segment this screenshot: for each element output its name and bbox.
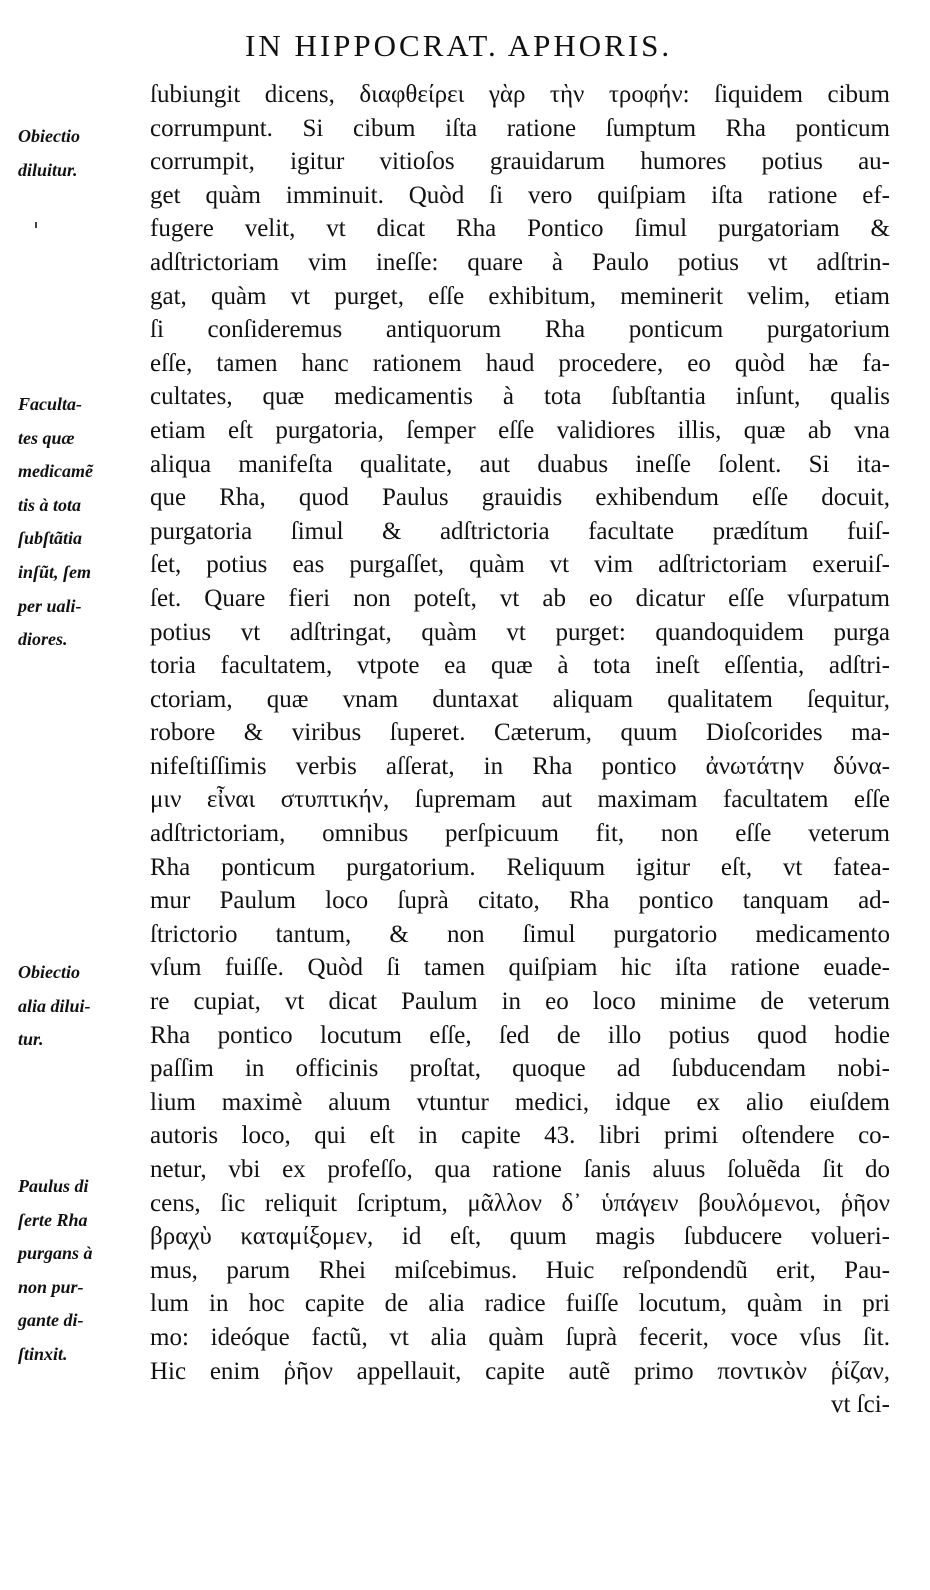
text-line: eſſe, tamen hanc rationem haud procedere, eo quòd hæ fa- [150,349,890,377]
text-line: adſtrictoriam vim ineſſe: quare à Paulo potius vt adſtrin- [150,248,890,276]
text-line: Rha pontico locutum eſſe, ſed de illo potius quod hodie [150,1021,890,1049]
text-line: βραχὺ καταμίξομεν, id eſt, quum magis ſubducere volueri- [150,1223,890,1251]
text-line: Rha ponticum purgatorium. Reliquum igitur eſt, vt fatea- [150,853,890,881]
text-line: gat, quàm vt purget, eſſe exhibitum, meminerit velim, etiam [150,282,890,310]
text-line: toria facultatem, vtpote ea quæ à tota ineſt eſſentia, adſtri- [150,652,890,680]
margin-note-line: alia dilui- [18,995,91,1016]
margin-note-facultates [18,388,138,657]
text-line: vſum fuiſſe. Quòd ſi tamen quiſpiam hic iſta ratione euade- [150,954,890,982]
text-line: etiam eſt purgatoria, ſemper eſſe validiores illis, quæ ab vna [150,416,890,444]
text-line: ſet. Quare fieri non poteſt, vt ab eo dicatur eſſe vſurpatum [150,584,890,612]
text-line: mo: ideóque factũ, vt alia quàm ſuprà fecerit, voce vſus ſit. [150,1323,890,1351]
margin-note-line: Faculta- [18,394,83,414]
text-line: paſſim in officinis proſtat, quoque ad ſubducendam nobi- [150,1055,890,1083]
text-line: ſi conſideremus antiquorum Rha ponticum purgatorium [150,316,890,344]
margin-note-line: Paulus di [18,1176,89,1196]
margin-note-obiectio-diluitur [18,120,138,187]
text-line: corrumpit, igitur vitioſos grauidarum humores potius au- [150,148,890,176]
running-header: IN HIPPOCRAT. APHORIS. [245,28,673,63]
margin-note-line: per uali- [18,595,82,616]
text-line: adſtrictoriam, omnibus perſpicuum fit, non eſſe veterum [150,820,890,848]
main-text-block [150,78,890,1422]
margin-note-line: ſubſtãtia [18,528,83,549]
margin-note-line: ſtinxit. [18,1343,68,1364]
margin-note-line: non pur- [18,1276,84,1297]
margin-note-line: Obiectio [18,962,80,982]
margin-note-line: tur. [18,1029,44,1050]
text-line: purgatoria ſimul & adſtrictoria facultate prædítum fuiſ- [150,517,890,545]
text-line: ſubiungit dicens, διαφθείρει γὰρ τὴν τροφήν: ſiquidem cibum [150,81,890,108]
margin-note-obiectio-alia [18,956,138,1057]
margin-note-line: medicamẽ [18,461,93,482]
text-line: lium maximè aluum vtuntur medici, idque ex alio eiuſdem [150,1088,890,1116]
text-line: ctoriam, quæ vnam duntaxat aliquam qualitatem ſequitur, [150,685,890,713]
text-line: ſet, potius eas purgaſſet, quàm vt vim adſtrictoriam exeruiſ- [150,551,890,579]
text-line: potius vt adſtringat, quàm vt purget: quandoquidem purga [150,618,890,646]
margin-note-line: tes quæ [18,427,75,448]
text-line: fugere velit, vt dicat Rha Pontico ſimul purgatoriam & [150,215,890,243]
text-line: ſtrictorio tantum, & non ſimul purgatorio medicamento [150,920,890,948]
text-line: lum in hoc capite de alia radice fuiſſe locutum, quàm in pri [150,1290,890,1318]
text-line: μιν εἶναι στυπτικήν, ſupremam aut maximam facultatem eſſe [150,786,890,814]
text-line: netur, vbi ex profeſſo, qua ratione ſanis aluus ſoluẽda ſit do [150,1156,890,1183]
text-line: cens, ſic reliquit ſcriptum, μᾶλλον δ᾽ ὑπάγειν βουλόμενοι, ῥῆον [150,1189,890,1217]
margin-note-line: tis à tota [18,494,82,515]
ink-speck [35,222,37,228]
margin-note-line: ſerte Rha [18,1209,88,1230]
margin-note-line: Obiectio [18,126,80,146]
text-line: nifeſtiſſimis verbis aſſerat, in Rha pontico ἀνωτάτην δύνα- [150,752,890,780]
margin-note-line: inſũt, ſem [18,561,92,582]
text-line: autoris loco, qui eſt in capite 43. libri primi oſtendere co- [150,1122,890,1150]
text-line: mur Paulum loco ſuprà citato, Rha pontico tanquam ad- [150,887,890,915]
text-line: re cupiat, vt dicat Paulum in eo loco minime de veterum [150,988,890,1016]
text-line: corrumpunt. Si cibum iſta ratione ſumptum Rha ponticum [150,114,890,142]
text-line: robore & viribus ſuperet. Cæterum, quum Dioſcorides ma- [150,719,890,747]
margin-note-paulus-diserte [18,1170,138,1372]
text-line: Hic enim ῥῆον appellauit, capite autẽ primo ποντικὸν ῥίζαν, [150,1357,890,1385]
margin-note-line: gante di- [18,1310,84,1331]
text-line: aliqua manifeſta qualitate, aut duabus ineſſe ſolent. Si ita- [150,450,890,478]
text-line: que Rha, quod Paulus grauidis exhibendum eſſe docuit, [150,484,890,512]
margin-note-line: purgans à [18,1243,93,1264]
margin-note-line: diluitur. [18,159,78,180]
text-line: cultates, quæ medicamentis à tota ſubſtantia inſunt, qualis [150,383,890,411]
text-line: get quàm imminuit. Quòd ſi vero quiſpiam iſta ratione ef- [150,181,890,209]
margin-note-line: diores. [18,629,68,650]
text-line: vt ſci- [830,1391,890,1419]
text-line: mus, parum Rhei miſcebimus. Huic reſpondendũ erit, Pau- [150,1256,890,1284]
